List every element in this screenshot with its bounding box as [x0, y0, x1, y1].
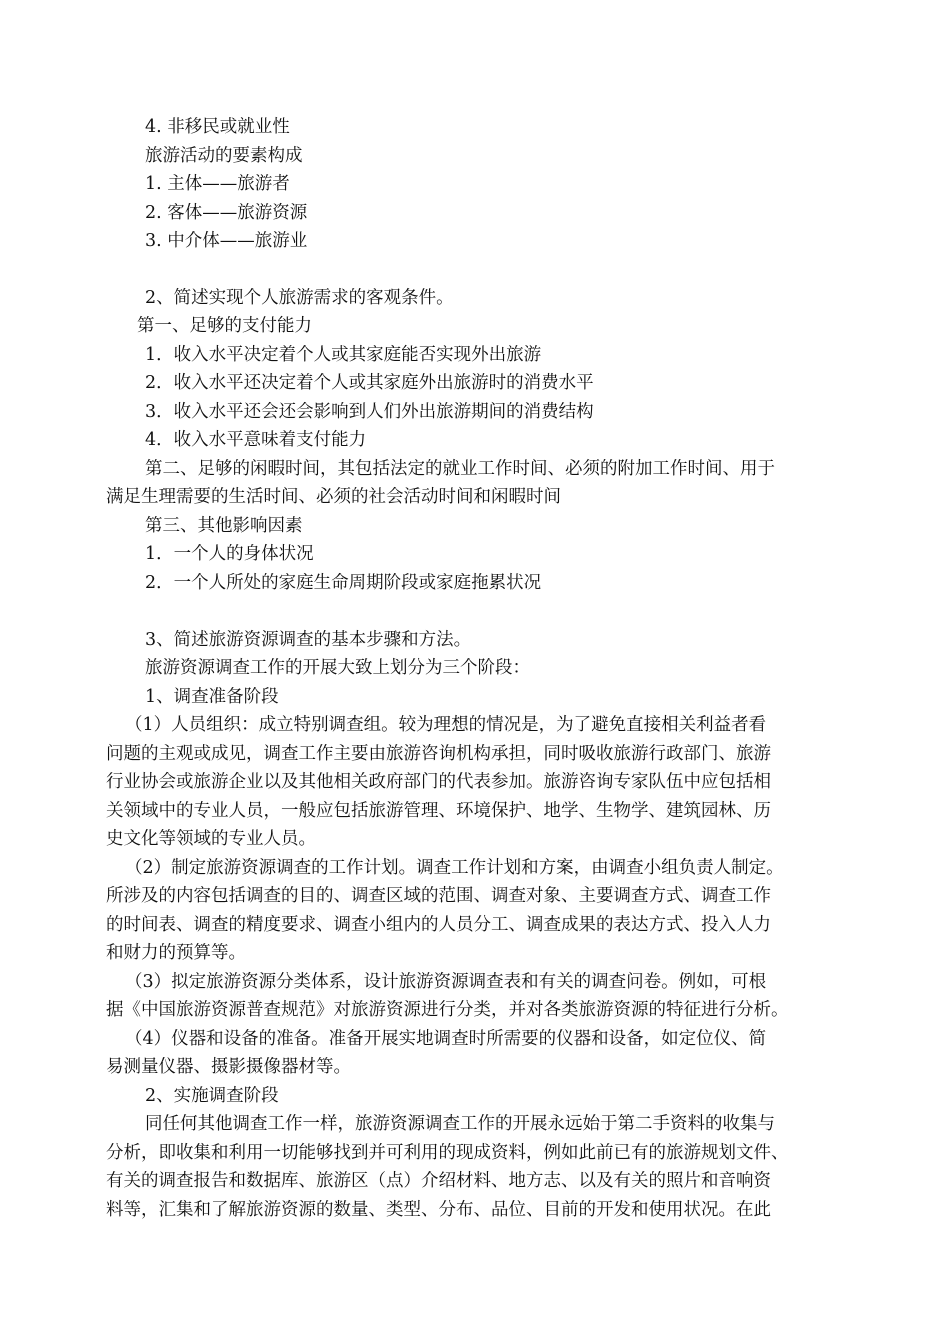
text-line: 第三、其他影响因素	[145, 516, 303, 536]
text-line: 满足生理需要的生活时间、必须的社会活动时间和闲暇时间	[106, 487, 561, 507]
text-line: 3．收入水平还会还会影响到人们外出旅游期间的消费结构	[145, 402, 594, 422]
text-line: 关领域中的专业人员，一般应包括旅游管理、环境保护、地学、生物学、建筑园林、历	[106, 801, 771, 821]
text-line: 1、调查准备阶段	[145, 687, 279, 707]
text-line: 1．一个人的身体状况	[145, 544, 314, 564]
text-line: 易测量仪器、摄影摄像器材等。	[106, 1057, 351, 1077]
text-line: 1. 主体——旅游者	[145, 174, 290, 194]
text-line: （2）制定旅游资源调查的工作计划。调查工作计划和方案，由调查小组负责人制定。	[125, 858, 784, 878]
text-line: （3）拟定旅游资源分类体系，设计旅游资源调查表和有关的调查问卷。例如，可根	[125, 972, 767, 992]
text-line: 所涉及的内容包括调查的目的、调查区域的范围、调查对象、主要调查方式、调查工作	[106, 886, 771, 906]
text-line: 料等，汇集和了解旅游资源的数量、类型、分布、品位、目前的开发和使用状况。在此	[106, 1200, 771, 1220]
text-line: 据《中国旅游资源普查规范》对旅游资源进行分类，并对各类旅游资源的特征进行分析。	[106, 1000, 789, 1020]
text-line: 1．收入水平决定着个人或其家庭能否实现外出旅游	[145, 345, 542, 365]
text-line: 行业协会或旅游企业以及其他相关政府部门的代表参加。旅游咨询专家队伍中应包括相	[106, 772, 771, 792]
text-line: 2．一个人所处的家庭生命周期阶段或家庭拖累状况	[145, 573, 542, 593]
text-line: 2. 客体——旅游资源	[145, 203, 308, 223]
text-line: 同任何其他调查工作一样，旅游资源调查工作的开展永远始于第二手资料的收集与	[145, 1114, 775, 1134]
text-line: 4．收入水平意味着支付能力	[145, 430, 367, 450]
text-line: （1）人员组织：成立特别调查组。较为理想的情况是，为了避免直接相关利益者看	[125, 715, 767, 735]
text-line: 3. 中介体——旅游业	[145, 231, 308, 251]
text-line: 分析，即收集和利用一切能够找到并可利用的现成资料，例如此前已有的旅游规划文件、	[106, 1143, 789, 1163]
text-line: 2．收入水平还决定着个人或其家庭外出旅游时的消费水平	[145, 373, 594, 393]
section-heading: 2、简述实现个人旅游需求的客观条件。	[145, 288, 454, 308]
text-line: 第二、足够的闲暇时间，其包括法定的就业工作时间、必须的附加工作时间、用于	[145, 459, 775, 479]
text-line: 2、实施调查阶段	[145, 1086, 279, 1106]
text-line: 旅游活动的要素构成	[145, 146, 303, 166]
text-line: 问题的主观或成见，调查工作主要由旅游咨询机构承担，同时吸收旅游行政部门、旅游	[106, 744, 771, 764]
text-line: 第一、足够的支付能力	[137, 316, 312, 336]
text-line: 4. 非移民或就业性	[145, 117, 290, 137]
text-line: 和财力的预算等。	[106, 943, 246, 963]
section-heading: 3、简述旅游资源调查的基本步骤和方法。	[145, 630, 472, 650]
text-line: 有关的调查报告和数据库、旅游区（点）介绍材料、地方志、以及有关的照片和音响资	[106, 1171, 771, 1191]
text-line: （4）仪器和设备的准备。准备开展实地调查时所需要的仪器和设备，如定位仪、简	[125, 1029, 767, 1049]
text-line: 史文化等领域的专业人员。	[106, 829, 316, 849]
text-line: 的时间表、调查的精度要求、调查小组内的人员分工、调查成果的表达方式、投入人力	[106, 915, 771, 935]
text-line: 旅游资源调查工作的开展大致上划分为三个阶段：	[145, 658, 530, 678]
